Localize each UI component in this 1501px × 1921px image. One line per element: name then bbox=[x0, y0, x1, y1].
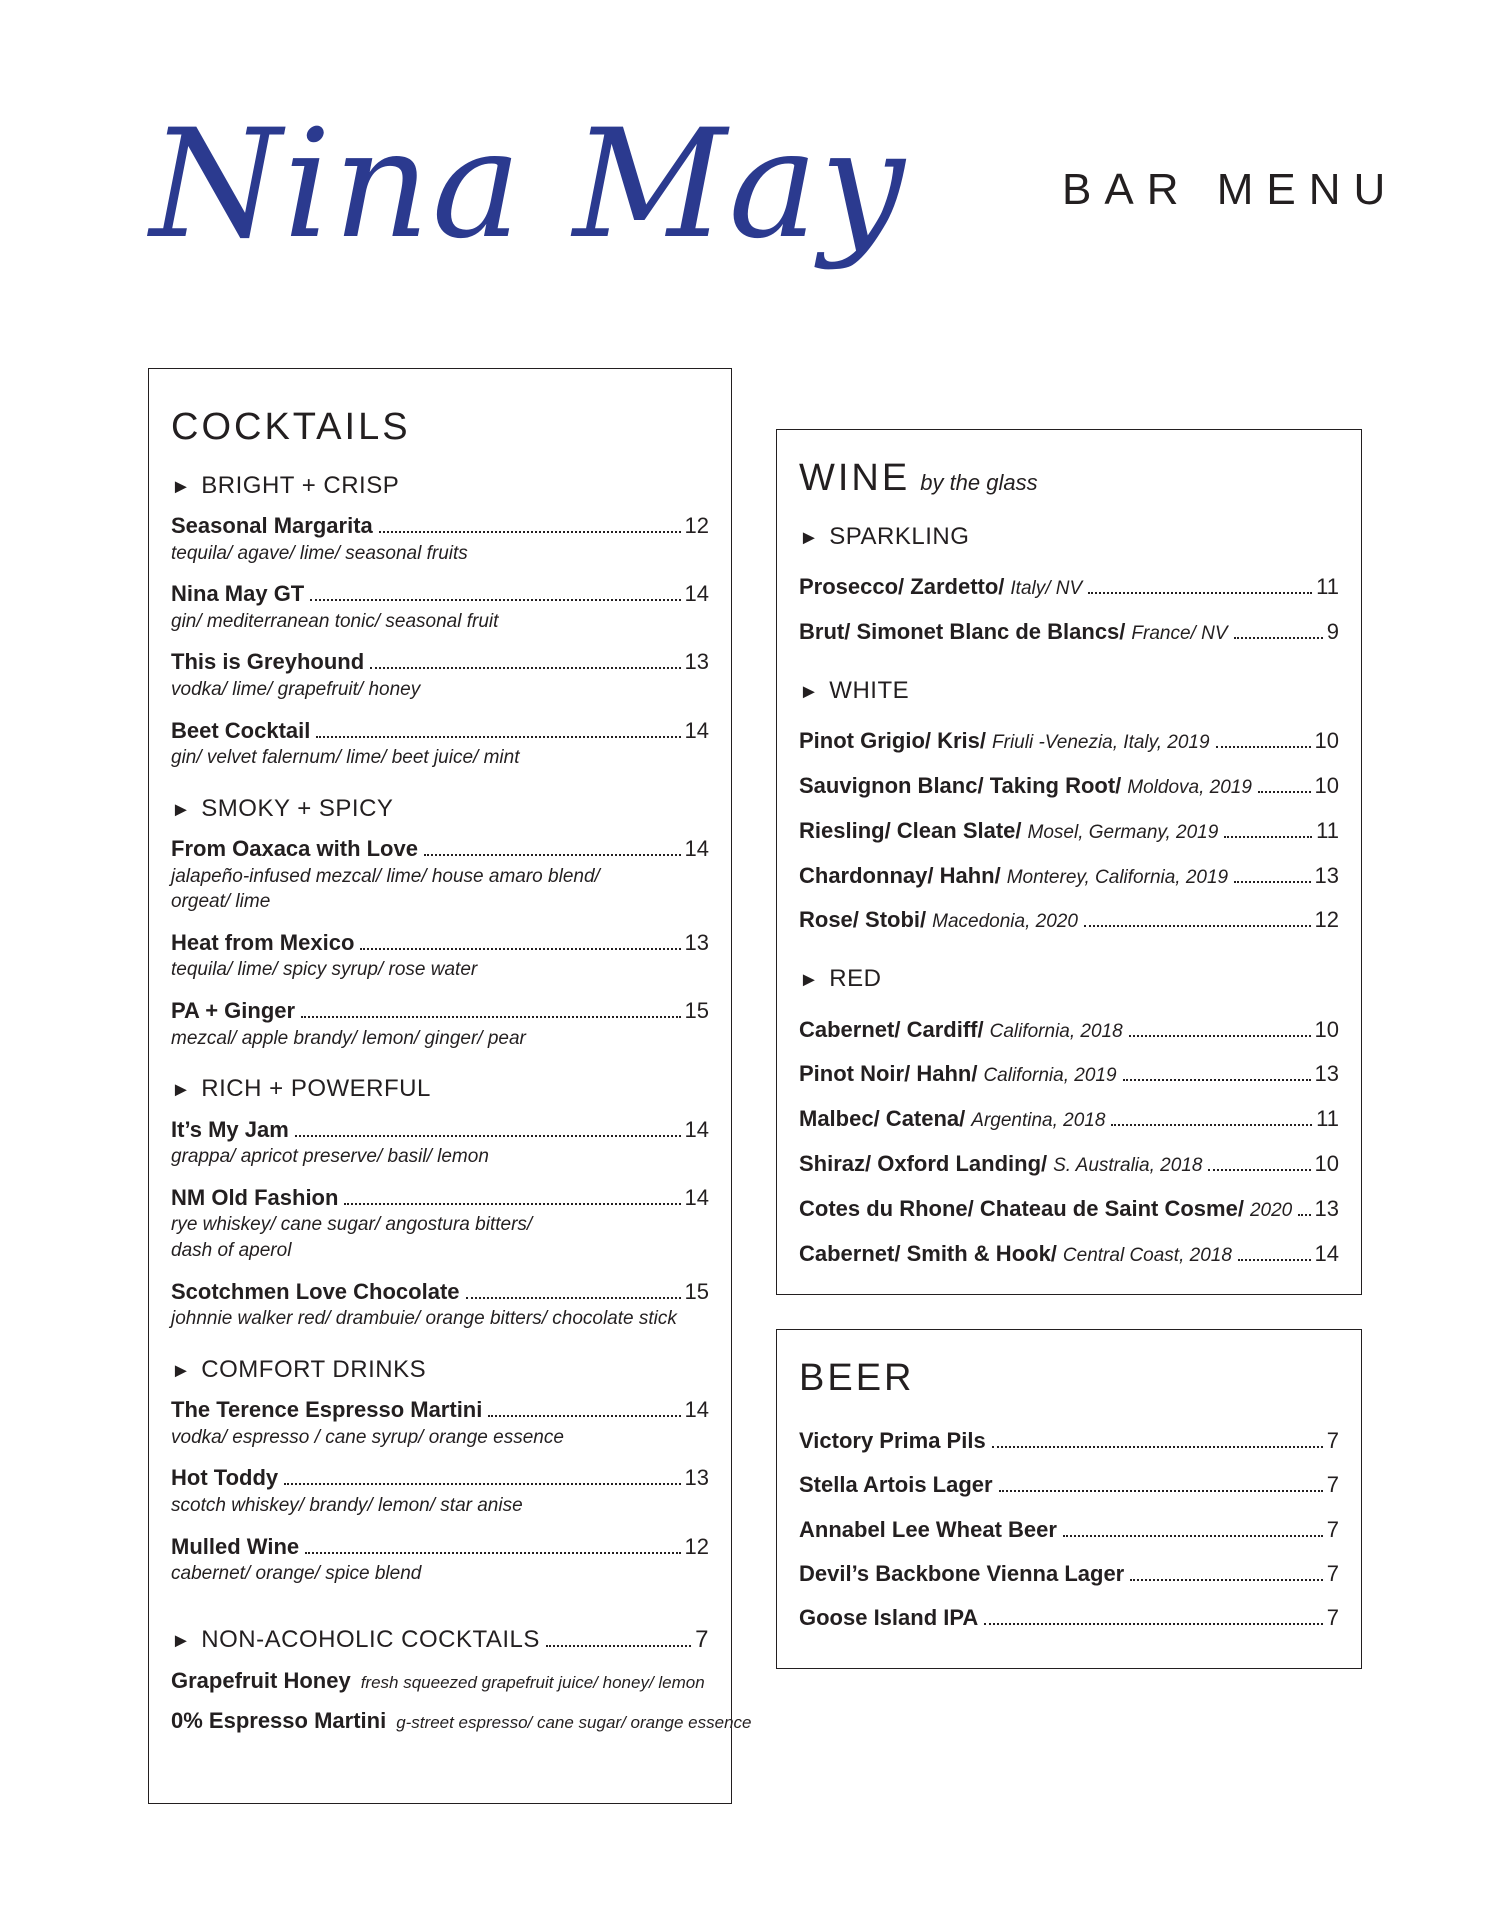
item-price: 15 bbox=[684, 998, 709, 1024]
item-name: Malbec/ Catena/ bbox=[799, 1106, 966, 1132]
dot-leader bbox=[1224, 836, 1312, 838]
item-row bbox=[171, 513, 709, 539]
menu-item bbox=[171, 998, 709, 1050]
beer-item bbox=[799, 1472, 1339, 1498]
item-price: 11 bbox=[1316, 574, 1339, 600]
wine-groups bbox=[799, 524, 1339, 1268]
menu-item bbox=[171, 1534, 709, 1586]
item-name: Pinot Noir/ Hahn/ bbox=[799, 1061, 978, 1087]
dot-leader bbox=[1208, 1169, 1310, 1171]
item-description: johnnie walker red/ drambuie/ orange bitters/ chocolate stick bbox=[171, 1308, 677, 1330]
item-origin: Friuli -Venezia, Italy, 2019 bbox=[992, 732, 1210, 754]
wine-item bbox=[799, 863, 1339, 890]
section-heading bbox=[171, 796, 709, 822]
item-name: Mulled Wine bbox=[171, 1533, 300, 1559]
menu-item bbox=[171, 1279, 709, 1331]
beer-item bbox=[799, 1517, 1339, 1543]
triangle-icon: ► bbox=[171, 798, 192, 821]
triangle-icon: ► bbox=[171, 475, 192, 498]
wine-item bbox=[799, 1106, 1339, 1133]
item-name: 0% Espresso Martini bbox=[171, 1708, 387, 1734]
dot-leader bbox=[1234, 637, 1323, 639]
triangle-icon: ► bbox=[799, 969, 820, 992]
item-origin: Italy/ NV bbox=[1010, 578, 1083, 600]
item-row bbox=[171, 718, 709, 744]
item-name: Cabernet/ Cardiff/ bbox=[799, 1016, 984, 1042]
beer-item bbox=[799, 1605, 1339, 1631]
item-price: 7 bbox=[1326, 1605, 1339, 1631]
item-name: Shiraz/ Oxford Landing/ bbox=[799, 1150, 1048, 1176]
item-name: Annabel Lee Wheat Beer bbox=[799, 1516, 1057, 1542]
item-row bbox=[171, 1185, 709, 1211]
item-name: Devil’s Backbone Vienna Lager bbox=[799, 1560, 1125, 1586]
item-description: gin/ mediterranean tonic/ seasonal fruit bbox=[171, 610, 499, 632]
dot-leader bbox=[1298, 1214, 1310, 1216]
non-alcoholic-items bbox=[171, 1668, 752, 1734]
wine-section bbox=[799, 966, 1339, 1267]
wine-item bbox=[799, 1061, 1339, 1088]
beer-items bbox=[799, 1428, 1339, 1632]
item-row bbox=[171, 649, 709, 675]
dot-leader bbox=[1129, 1035, 1311, 1037]
item-row bbox=[171, 1465, 709, 1491]
dot-leader bbox=[466, 1297, 681, 1299]
section-heading bbox=[799, 524, 1339, 550]
section-label: SPARKLING bbox=[829, 522, 970, 550]
cocktail-section bbox=[171, 1357, 709, 1586]
dot-leader bbox=[301, 1016, 680, 1018]
item-price: 9 bbox=[1326, 618, 1339, 644]
item-name: Heat from Mexico bbox=[171, 930, 355, 956]
item-name: NM Old Fashion bbox=[171, 1184, 339, 1210]
item-price: 13 bbox=[684, 649, 709, 675]
item-name: Beet Cocktail bbox=[171, 717, 311, 743]
item-name: Stella Artois Lager bbox=[799, 1472, 993, 1498]
section-label: RED bbox=[829, 965, 882, 993]
cocktails-panel bbox=[148, 368, 752, 1804]
dot-leader bbox=[1216, 746, 1311, 748]
dot-leader bbox=[1063, 1535, 1323, 1537]
item-price: 13 bbox=[684, 1465, 709, 1491]
menu-item bbox=[171, 1117, 709, 1169]
item-origin: S. Australia, 2018 bbox=[1053, 1154, 1203, 1176]
menu-item bbox=[171, 1465, 709, 1517]
dot-leader bbox=[488, 1415, 680, 1417]
wine-item bbox=[799, 728, 1339, 755]
dot-leader bbox=[984, 1623, 1322, 1625]
item-name: It’s My Jam bbox=[171, 1116, 289, 1142]
non-alcoholic-section bbox=[171, 1625, 752, 1735]
dot-leader bbox=[360, 948, 680, 950]
beer-title: BEER bbox=[799, 1357, 915, 1399]
item-price: 10 bbox=[1314, 1016, 1339, 1042]
item-price: 14 bbox=[1314, 1240, 1339, 1266]
item-row bbox=[171, 998, 709, 1024]
item-row bbox=[171, 836, 709, 862]
nina-may-logo: Nina May bbox=[150, 98, 907, 272]
item-price: 14 bbox=[684, 1116, 709, 1142]
item-row bbox=[171, 930, 709, 956]
item-price: 14 bbox=[684, 1397, 709, 1423]
item-row bbox=[171, 1279, 709, 1305]
item-price: 11 bbox=[1316, 1106, 1339, 1132]
item-description: mezcal/ apple brandy/ lemon/ ginger/ pear bbox=[171, 1027, 526, 1049]
dot-leader bbox=[1084, 925, 1311, 927]
item-description: rye whiskey/ cane sugar/ angostura bitters/ bbox=[171, 1214, 533, 1236]
item-name: Grapefruit Honey bbox=[171, 1668, 351, 1694]
dot-leader bbox=[1238, 1259, 1311, 1261]
menu-item bbox=[171, 513, 709, 565]
price: 7 bbox=[695, 1625, 709, 1653]
item-origin: Argentina, 2018 bbox=[971, 1110, 1106, 1132]
item-price: 12 bbox=[684, 1533, 709, 1559]
dot-leader bbox=[546, 1645, 691, 1647]
item-price: 7 bbox=[1326, 1472, 1339, 1498]
wine-item bbox=[799, 619, 1339, 646]
triangle-icon: ► bbox=[799, 680, 820, 703]
item-price: 12 bbox=[684, 513, 709, 539]
item-origin: California, 2019 bbox=[983, 1065, 1117, 1087]
item-price: 13 bbox=[1314, 1061, 1339, 1087]
item-row bbox=[171, 1117, 709, 1143]
item-price: 11 bbox=[1316, 817, 1339, 843]
beer-panel bbox=[776, 1329, 1362, 1669]
item-description: grappa/ apricot preserve/ basil/ lemon bbox=[171, 1146, 489, 1168]
dot-leader bbox=[992, 1446, 1323, 1448]
dot-leader bbox=[1111, 1124, 1312, 1126]
item-origin: 2020 bbox=[1249, 1199, 1293, 1221]
item-description: tequila/ agave/ lime/ seasonal fruits bbox=[171, 542, 468, 564]
item-price: 7 bbox=[1326, 1516, 1339, 1542]
section-heading bbox=[171, 1076, 709, 1102]
item-origin: Moldova, 2019 bbox=[1127, 776, 1252, 798]
item-description: vodka/ espresso / cane syrup/ orange essence bbox=[171, 1426, 564, 1448]
section-heading bbox=[171, 1357, 709, 1383]
item-name: Cabernet/ Smith & Hook/ bbox=[799, 1240, 1057, 1266]
item-origin: Macedonia, 2020 bbox=[932, 911, 1078, 933]
item-name: Riesling/ Clean Slate/ bbox=[799, 817, 1022, 843]
bar-menu-title: BAR MENU bbox=[1062, 165, 1399, 214]
cocktail-section bbox=[171, 796, 709, 1051]
item-price: 10 bbox=[1314, 772, 1339, 798]
wine-panel bbox=[776, 429, 1362, 1295]
triangle-icon: ► bbox=[171, 1629, 192, 1652]
dot-leader bbox=[310, 599, 680, 601]
item-description: vodka/ lime/ grapefruit/ honey bbox=[171, 678, 421, 700]
item-name: Rose/ Stobi/ bbox=[799, 907, 927, 933]
item-name: Cotes du Rhone/ Chateau de Saint Cosme/ bbox=[799, 1195, 1244, 1221]
menu-item bbox=[171, 1708, 752, 1734]
wine-title bbox=[799, 458, 1339, 500]
section-heading bbox=[799, 678, 1339, 704]
item-price: 7 bbox=[1326, 1427, 1339, 1453]
section-label: NON-ACOHOLIC COCKTAILS bbox=[201, 1625, 540, 1653]
item-description: jalapeño-infused mezcal/ lime/ house amaro blend/ bbox=[171, 865, 600, 887]
menu-item bbox=[171, 1397, 709, 1449]
dot-leader bbox=[284, 1483, 680, 1485]
item-description: gin/ velvet falernum/ lime/ beet juice/ mint bbox=[171, 747, 520, 768]
item-price: 14 bbox=[684, 1184, 709, 1210]
item-row bbox=[171, 581, 709, 607]
wine-subtitle: by the glass bbox=[920, 470, 1038, 495]
menu-item bbox=[171, 1668, 709, 1694]
wine-item bbox=[799, 1017, 1339, 1044]
section-label: COMFORT DRINKS bbox=[201, 1355, 427, 1383]
item-name: Prosecco/ Zardetto/ bbox=[799, 574, 1005, 600]
item-origin: Monterey, California, 2019 bbox=[1006, 866, 1229, 888]
item-description: g-street espresso/ cane sugar/ orange essence bbox=[396, 1713, 752, 1733]
item-description: scotch whiskey/ brandy/ lemon/ star anise bbox=[171, 1494, 523, 1516]
item-description: fresh squeezed grapefruit juice/ honey/ lemon bbox=[360, 1673, 705, 1693]
item-row bbox=[171, 1397, 709, 1423]
item-name: Pinot Grigio/ Kris/ bbox=[799, 728, 987, 754]
item-price: 14 bbox=[684, 581, 709, 607]
section-label: RICH + POWERFUL bbox=[201, 1075, 431, 1103]
triangle-icon: ► bbox=[171, 1079, 192, 1102]
item-name: This is Greyhound bbox=[171, 649, 365, 675]
item-price: 13 bbox=[684, 930, 709, 956]
item-name: Nina May GT bbox=[171, 581, 305, 607]
dot-leader bbox=[1088, 592, 1312, 594]
item-description: dash of aperol bbox=[171, 1239, 292, 1261]
item-origin: Central Coast, 2018 bbox=[1062, 1244, 1232, 1266]
wine-item bbox=[799, 1241, 1339, 1268]
item-name: PA + Ginger bbox=[171, 998, 296, 1024]
dot-leader bbox=[370, 667, 680, 669]
item-description: orgeat/ lime bbox=[171, 891, 271, 913]
wine-item bbox=[799, 773, 1339, 800]
menu-item bbox=[171, 930, 709, 982]
dot-leader bbox=[999, 1490, 1323, 1492]
item-name: Chardonnay/ Hahn/ bbox=[799, 862, 1001, 888]
item-name: The Terence Espresso Martini bbox=[171, 1397, 483, 1423]
beer-item bbox=[799, 1561, 1339, 1587]
item-name: Brut/ Simonet Blanc de Blancs/ bbox=[799, 618, 1126, 644]
section-label: SMOKY + SPICY bbox=[201, 794, 394, 822]
item-price: 10 bbox=[1314, 728, 1339, 754]
menu-item bbox=[171, 649, 709, 701]
wine-title-text: WINE bbox=[799, 457, 911, 499]
item-name: Goose Island IPA bbox=[799, 1605, 979, 1631]
item-price: 14 bbox=[684, 836, 709, 862]
item-origin: California, 2018 bbox=[989, 1020, 1123, 1042]
dot-leader bbox=[295, 1135, 681, 1137]
dot-leader bbox=[424, 854, 681, 856]
cocktail-section bbox=[171, 1076, 709, 1331]
item-origin: Mosel, Germany, 2019 bbox=[1027, 821, 1219, 843]
wine-section bbox=[799, 524, 1339, 646]
item-description: tequila/ lime/ spicy syrup/ rose water bbox=[171, 959, 478, 981]
triangle-icon: ► bbox=[799, 526, 820, 549]
item-price: 13 bbox=[1314, 1195, 1339, 1221]
dot-leader bbox=[1123, 1079, 1311, 1081]
menu-item bbox=[171, 1185, 709, 1263]
cocktail-section bbox=[171, 473, 709, 770]
beer-item bbox=[799, 1428, 1339, 1454]
section-label: BRIGHT + CRISP bbox=[201, 471, 400, 499]
menu-item bbox=[171, 836, 709, 914]
dot-leader bbox=[1258, 791, 1311, 793]
section-heading bbox=[171, 1626, 709, 1655]
wine-section bbox=[799, 678, 1339, 934]
item-name: Hot Toddy bbox=[171, 1465, 279, 1491]
dot-leader bbox=[305, 1552, 680, 1554]
wine-item bbox=[799, 818, 1339, 845]
cocktail-groups bbox=[171, 473, 709, 1586]
menu-item bbox=[171, 718, 709, 770]
item-name: Victory Prima Pils bbox=[799, 1427, 986, 1453]
dot-leader bbox=[316, 736, 680, 738]
dot-leader bbox=[1234, 881, 1310, 883]
item-origin: France/ NV bbox=[1131, 622, 1228, 644]
item-price: 13 bbox=[1314, 862, 1339, 888]
item-name: Sauvignon Blanc/ Taking Root/ bbox=[799, 772, 1122, 798]
wine-item bbox=[799, 574, 1339, 601]
triangle-icon: ► bbox=[171, 1359, 192, 1382]
item-price: 14 bbox=[684, 717, 709, 743]
item-name: Scotchmen Love Chocolate bbox=[171, 1278, 460, 1304]
item-name: From Oaxaca with Love bbox=[171, 836, 418, 862]
item-name: Seasonal Margarita bbox=[171, 513, 373, 539]
section-heading bbox=[799, 966, 1339, 992]
item-price: 15 bbox=[684, 1278, 709, 1304]
dot-leader bbox=[1130, 1579, 1323, 1581]
item-price: 12 bbox=[1314, 907, 1339, 933]
section-heading bbox=[171, 473, 709, 499]
wine-item bbox=[799, 1196, 1339, 1223]
item-price: 7 bbox=[1326, 1560, 1339, 1586]
menu-item bbox=[171, 581, 709, 633]
dot-leader bbox=[379, 531, 681, 533]
dot-leader bbox=[344, 1203, 680, 1205]
item-description: cabernet/ orange/ spice blend bbox=[171, 1562, 422, 1584]
cocktails-title: COCKTAILS bbox=[171, 406, 411, 448]
wine-item bbox=[799, 907, 1339, 934]
wine-item bbox=[799, 1151, 1339, 1178]
section-label: WHITE bbox=[829, 676, 910, 704]
item-row bbox=[171, 1534, 709, 1560]
item-price: 10 bbox=[1314, 1150, 1339, 1176]
